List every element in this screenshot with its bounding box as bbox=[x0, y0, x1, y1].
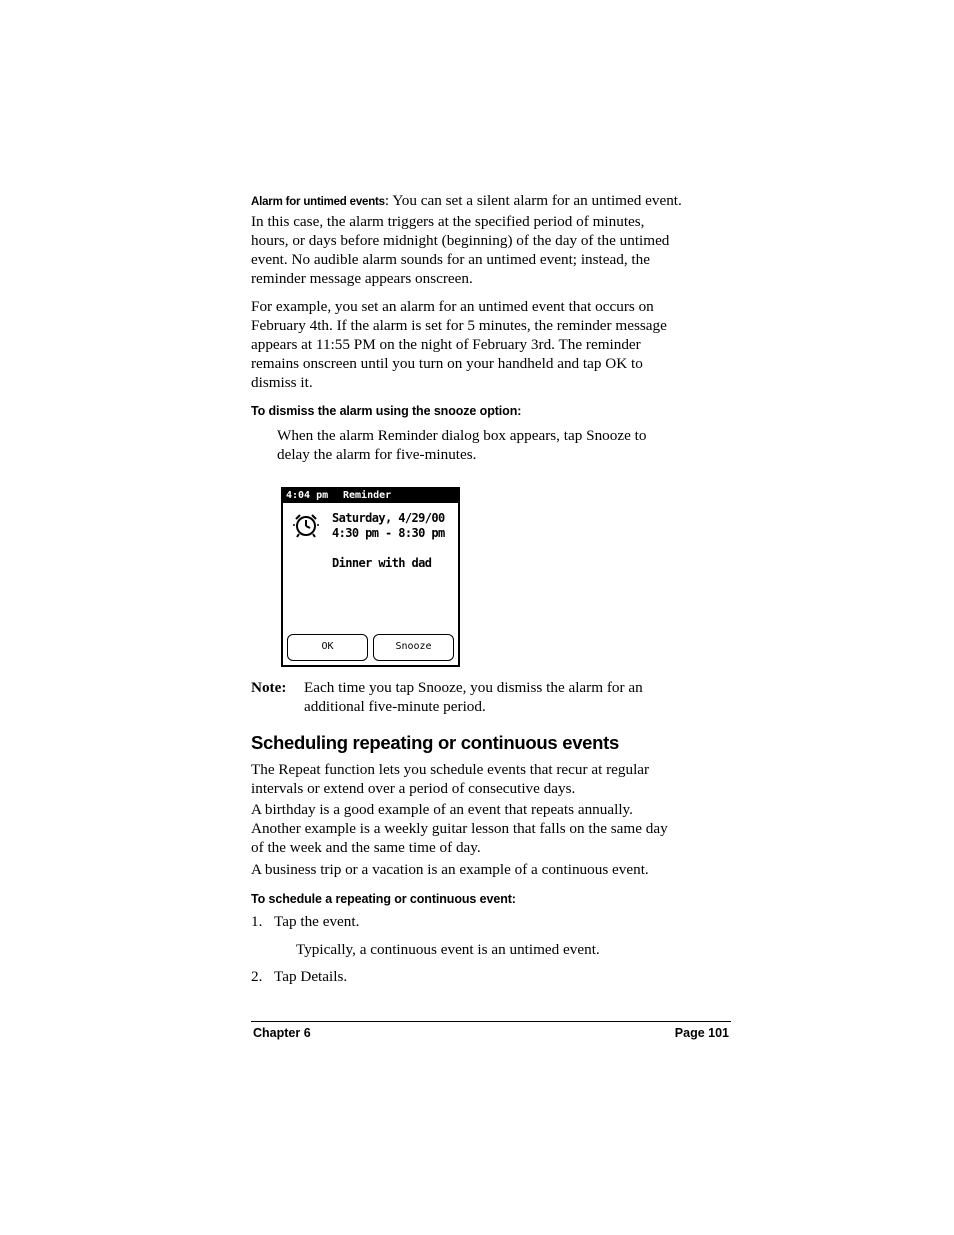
dialog-title-bar bbox=[283, 489, 458, 503]
text-line: Each time you tap Snooze, you dismiss the alarm for an bbox=[304, 679, 643, 696]
text-line: When the alarm Reminder dialog box appears, tap Snooze to bbox=[277, 427, 647, 444]
text-line: hours, or days before midnight (beginning) of the day of the untimed bbox=[251, 232, 670, 249]
step-number: 1. bbox=[251, 913, 263, 930]
note-label: Note: bbox=[251, 679, 287, 696]
text-line: Another example is a weekly guitar lesson that falls on the same day bbox=[251, 820, 668, 837]
event-date: Saturday, 4/29/00 bbox=[332, 511, 445, 525]
text-line: intervals or extend over a period of consecutive days. bbox=[251, 780, 576, 797]
text-line: of the week and the same time of day. bbox=[251, 839, 481, 856]
text-line: reminder message appears onscreen. bbox=[251, 270, 473, 287]
repeat-intro-paragraph bbox=[251, 760, 731, 798]
text-line: appears at 11:55 PM on the night of February 3rd. The reminder bbox=[251, 336, 641, 353]
note-text bbox=[304, 678, 734, 716]
text-line: dismiss it. bbox=[251, 374, 313, 391]
text-line: delay the alarm for five-minutes. bbox=[277, 446, 477, 463]
example-paragraph bbox=[251, 297, 731, 392]
continuous-paragraph: A business trip or a vacation is an example of a continuous event. bbox=[251, 861, 649, 878]
step-number: 2. bbox=[251, 968, 263, 985]
reminder-dialog bbox=[281, 487, 460, 667]
dialog-title: Reminder bbox=[343, 490, 392, 501]
text-line: For example, you set an alarm for an untimed event that occurs on bbox=[251, 298, 654, 315]
runin-heading: Alarm for untimed events bbox=[251, 196, 385, 208]
runin-text: : You can set a silent alarm for an untimed event. bbox=[384, 192, 682, 209]
step-text: Tap the event. bbox=[274, 913, 360, 930]
procedure-step-text bbox=[277, 426, 727, 464]
text-line: A birthday is a good example of an event that repeats annually. bbox=[251, 801, 633, 818]
step-note: Typically, a continuous event is an untimed event. bbox=[296, 941, 600, 958]
text-line: additional five-minute period. bbox=[304, 698, 486, 715]
text-line: In this case, the alarm triggers at the specified period of minutes, bbox=[251, 213, 645, 230]
procedure-heading: To dismiss the alarm using the snooze option: bbox=[251, 404, 522, 418]
ok-button[interactable]: OK bbox=[287, 634, 368, 661]
dialog-clock-time: 4:04 pm bbox=[286, 490, 329, 501]
section-heading: Scheduling repeating or continuous events bbox=[251, 732, 620, 753]
untimed-alarm-paragraph bbox=[251, 191, 731, 288]
birthday-paragraph bbox=[251, 800, 731, 857]
snooze-button[interactable]: Snooze bbox=[373, 634, 454, 661]
text-line: event. No audible alarm sounds for an untimed event; instead, the bbox=[251, 251, 650, 268]
text-line: The Repeat function lets you schedule events that recur at regular bbox=[251, 761, 650, 778]
footer-rule bbox=[251, 1021, 731, 1022]
event-description: Dinner with dad bbox=[332, 556, 432, 570]
step-text: Tap Details. bbox=[274, 968, 348, 985]
text-line: remains onscreen until you turn on your handheld and tap OK to bbox=[251, 355, 643, 372]
text-line: February 4th. If the alarm is set for 5 minutes, the reminder message bbox=[251, 317, 667, 334]
footer-chapter: Chapter 6 bbox=[253, 1026, 311, 1040]
procedure-heading: To schedule a repeating or continuous event: bbox=[251, 892, 516, 906]
footer-page-number: Page 101 bbox=[674, 1026, 729, 1040]
alarm-clock-icon bbox=[291, 510, 321, 540]
event-time-range: 4:30 pm - 8:30 pm bbox=[332, 526, 445, 540]
